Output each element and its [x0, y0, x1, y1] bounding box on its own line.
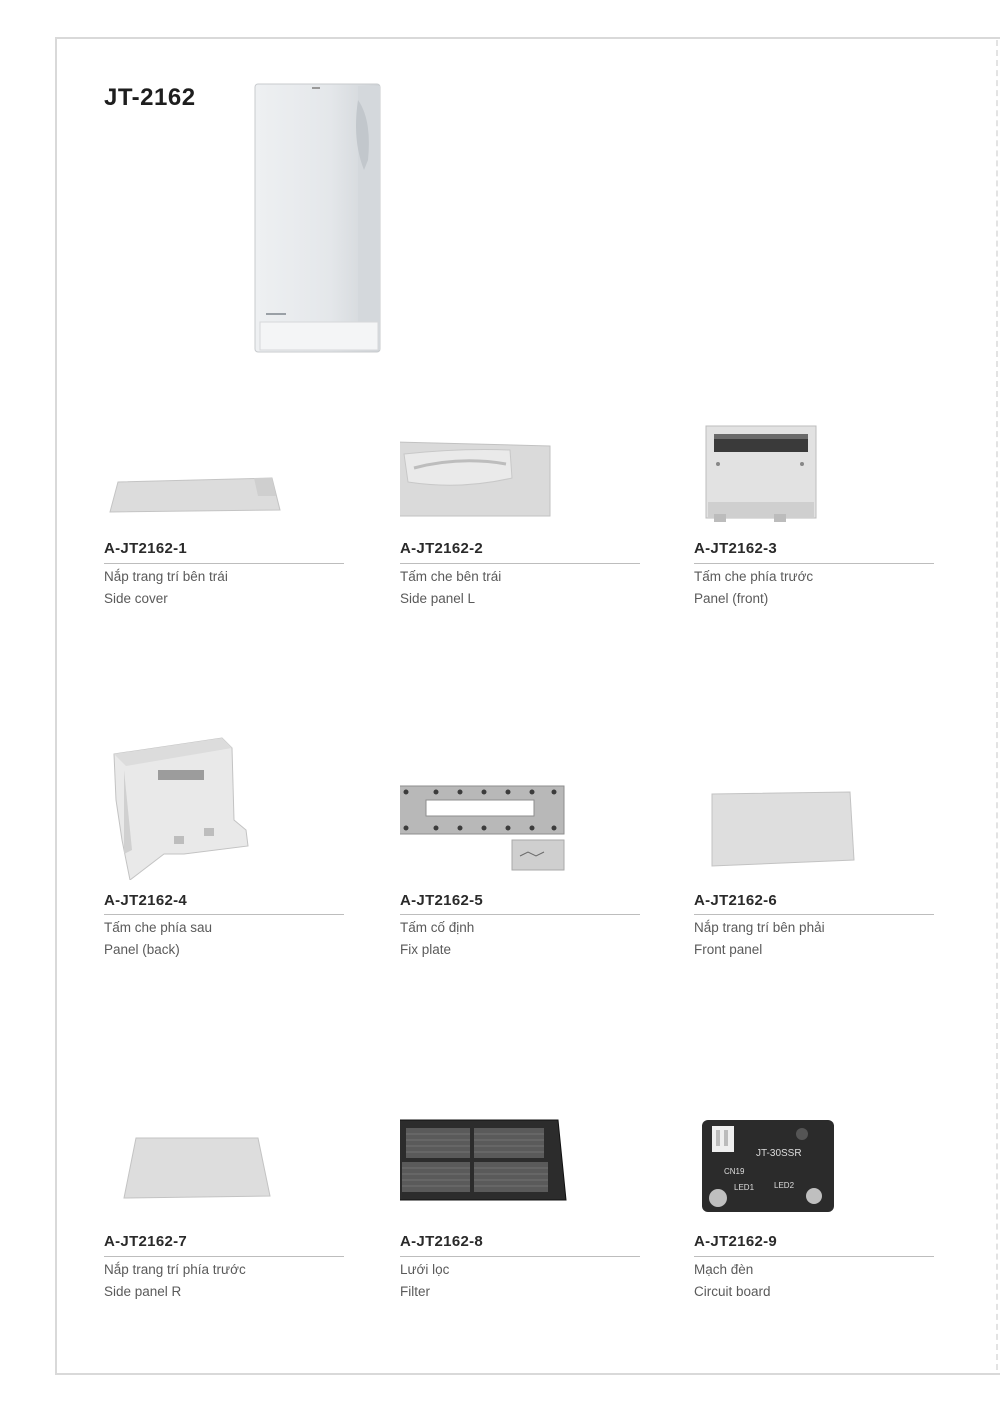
part-code: A-JT2162-9: [694, 1233, 778, 1250]
front-panel-image: [694, 730, 934, 880]
part-name-vi: Tấm cố định: [400, 920, 475, 935]
part-name-en: Panel (back): [104, 942, 180, 957]
part-name-en: Side cover: [104, 591, 168, 606]
part-name-vi: Nắp trang trí phía trước: [104, 1262, 246, 1277]
divider: [104, 914, 344, 915]
board-model-label: JT-30SSR: [756, 1148, 802, 1159]
part-name-vi: Tấm che phía sau: [104, 920, 213, 935]
part-code: A-JT2162-2: [400, 540, 484, 557]
part-name-en: Front panel: [694, 942, 763, 957]
part-name-vi: Tấm che phía trước: [694, 569, 814, 584]
side-panel-r-image: [104, 1110, 344, 1230]
circuit-board-image: [694, 1110, 934, 1230]
part-name-vi: Nắp trang trí bên phải: [694, 920, 825, 935]
part-name-en: Side panel R: [104, 1284, 182, 1299]
part-name-vi: Nắp trang trí bên trái: [104, 569, 228, 584]
part-code: A-JT2162-3: [694, 540, 778, 557]
part-name-vi: Tấm che bên trái: [400, 569, 502, 584]
part-code: A-JT2162-8: [400, 1233, 484, 1250]
part-name-en: Fix plate: [400, 942, 452, 957]
part-name-en: Panel (front): [694, 591, 769, 606]
part-code: A-JT2162-5: [400, 892, 484, 909]
board-led2-label: LED2: [774, 1181, 795, 1190]
part-code: A-JT2162-1: [104, 540, 188, 557]
part-name-en: Side panel L: [400, 591, 476, 606]
divider: [104, 563, 344, 564]
divider: [400, 914, 640, 915]
part-name-en: Filter: [400, 1284, 430, 1299]
part-name-vi: Mạch đèn: [694, 1262, 754, 1277]
side-panel-l-image: [400, 420, 640, 540]
divider: [400, 563, 640, 564]
hand-dryer-image: [240, 80, 390, 360]
part-name-en: Circuit board: [694, 1284, 771, 1299]
part-name-vi: Lưới lọc: [400, 1262, 450, 1277]
part-code: A-JT2162-4: [104, 892, 188, 909]
divider: [400, 1256, 640, 1257]
divider: [694, 914, 934, 915]
part-code: A-JT2162-6: [694, 892, 778, 909]
side-cover-image: [104, 420, 344, 540]
filter-image: [400, 1110, 640, 1230]
panel-front-image: [694, 420, 934, 540]
model-title: JT-2162: [104, 84, 196, 111]
fix-plate-image: [400, 730, 640, 880]
divider: [104, 1256, 344, 1257]
page-edge-divider: [996, 40, 998, 1370]
board-led1-label: LED1: [734, 1183, 755, 1192]
panel-back-image: [104, 730, 344, 880]
divider: [694, 563, 934, 564]
divider: [694, 1256, 934, 1257]
part-code: A-JT2162-7: [104, 1233, 188, 1250]
board-cn-label: CN19: [724, 1167, 745, 1176]
